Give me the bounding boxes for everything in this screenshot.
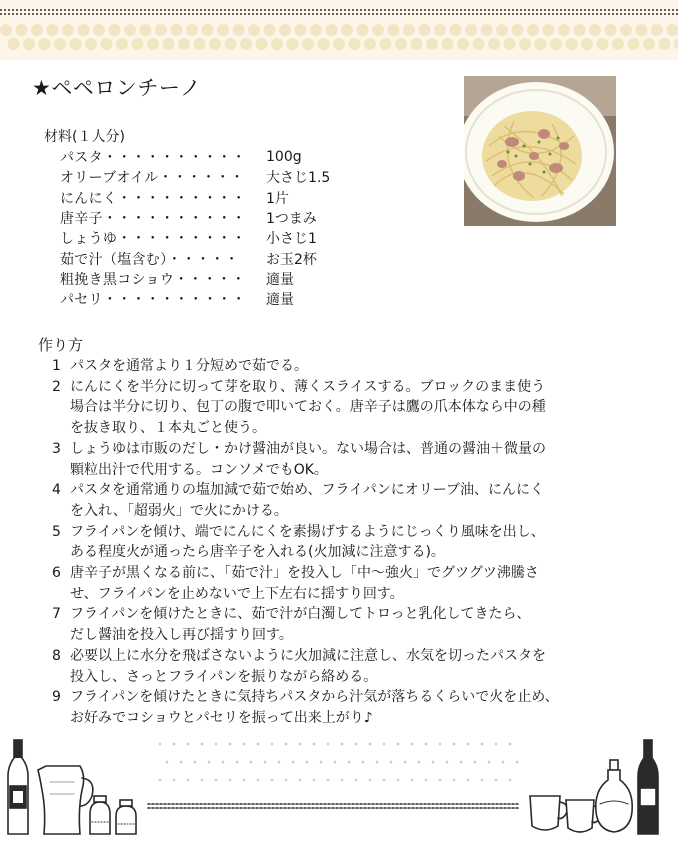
border-dot [233, 24, 245, 36]
wall-dot [257, 743, 260, 746]
border-dot [140, 24, 152, 36]
border-dot [217, 24, 229, 36]
border-dot [473, 38, 485, 50]
ingredient-qty: 適量 [266, 292, 294, 309]
wall-dot [173, 779, 176, 782]
border-dot [357, 24, 369, 36]
wine-bottle-icon [638, 740, 658, 834]
wall-dot [229, 743, 232, 746]
border-dot [566, 38, 578, 50]
border-dot [225, 38, 237, 50]
wine-bottle-icon [8, 740, 28, 834]
wall-dot [481, 779, 484, 782]
wall-dot [187, 743, 190, 746]
wall-dot [222, 761, 225, 764]
border-dot [605, 24, 617, 36]
wall-dot [509, 743, 512, 746]
border-dot [8, 38, 20, 50]
wall-dot [516, 761, 519, 764]
border-dot [659, 38, 671, 50]
wall-dot [362, 761, 365, 764]
wall-dot [439, 743, 442, 746]
border-dot [341, 24, 353, 36]
border-dot [574, 24, 586, 36]
pitcher-icon [38, 766, 93, 834]
kitchen-illustration [0, 730, 678, 842]
ingredient-row [60, 228, 330, 248]
border-dot [543, 24, 555, 36]
wall-dot [187, 779, 190, 782]
wall-dot [264, 761, 267, 764]
wall-dot [397, 779, 400, 782]
ingredient-name: 唐辛子・・・・・・・・・・ [60, 211, 246, 228]
ingredient-qty: 適量 [266, 271, 294, 288]
wall-dot [481, 743, 484, 746]
wall-dot [271, 743, 274, 746]
step-number: 2 [52, 378, 61, 395]
border-dot [419, 24, 431, 36]
border-dot [240, 38, 252, 50]
wall-dot [383, 779, 386, 782]
border-dot [426, 38, 438, 50]
wall-dot [327, 743, 330, 746]
wall-dot [446, 761, 449, 764]
border-dot [333, 38, 345, 50]
wall-dot [355, 743, 358, 746]
ingredient-name: 茹で汁（塩含む）・・・・・ [60, 251, 239, 268]
border-dot [364, 38, 376, 50]
top-decorative-border [0, 0, 678, 60]
border-dot [434, 24, 446, 36]
step-text: 必要以上に水分を飛ばさないように火加減に注意し、水気を切ったパスタを 投入し、さっとフライパンを振りながら絡める。 [70, 647, 546, 685]
ingredient-name: パスタ・・・・・・・・・・ [60, 150, 246, 167]
border-dot [186, 24, 198, 36]
wall-dot [327, 779, 330, 782]
border-dot [481, 24, 493, 36]
border-dot [512, 24, 524, 36]
wall-dot [495, 779, 498, 782]
border-dot [209, 38, 221, 50]
wall-dot [439, 779, 442, 782]
step-item [52, 563, 662, 604]
border-dot [93, 24, 105, 36]
border-dot [535, 38, 547, 50]
border-dot [54, 38, 66, 50]
border-dot [31, 24, 43, 36]
border-dot [279, 24, 291, 36]
wall-dot [348, 761, 351, 764]
ingredient-name: オリーブオイル・・・・・・ [60, 170, 245, 187]
ingredient-row [60, 248, 330, 268]
step-number: 8 [52, 647, 61, 664]
wall-dot [495, 743, 498, 746]
wall-dot [313, 779, 316, 782]
ingredients-list [60, 147, 330, 309]
step-number: 1 [52, 358, 61, 374]
step-text: しょうゆは市販のだし・かけ醤油が良い。ない場合は、普通の醤油＋微量の 顆粒出汁で代用する。コンソメでもOK。 [70, 440, 546, 478]
border-dot [78, 24, 90, 36]
ingredient-row [60, 289, 330, 309]
wall-dot [467, 779, 470, 782]
wall-dot [292, 761, 295, 764]
ingredient-name: 粗挽き黒コショウ・・・・・ [60, 271, 246, 288]
wall-dot [404, 761, 407, 764]
wall-dot [313, 743, 316, 746]
steps-heading: 作り方 [38, 336, 84, 354]
wall-dot [201, 743, 204, 746]
border-dot [0, 24, 12, 36]
border-dot [372, 24, 384, 36]
recipe-title: ★ペペロンチーノ [32, 76, 202, 100]
border-dot [504, 38, 516, 50]
wall-dot [376, 761, 379, 764]
border-dot [39, 38, 51, 50]
wall-dot [271, 779, 274, 782]
border-dot [287, 38, 299, 50]
border-dot [124, 24, 136, 36]
step-text: パスタを通常通りの塩加減で茹で始め、フライパンにオリーブ油、にんにく を入れ、「超弱火」で火にかける。 [70, 482, 545, 519]
border-dot [628, 38, 640, 50]
border-dot [326, 24, 338, 36]
wall-dot [488, 761, 491, 764]
ingredient-row [60, 167, 330, 187]
border-dot [597, 38, 609, 50]
step-text: フライパンを傾けたときに、茹で汁が白濁してトロっと乳化してきたら、 だし醤油を投入し再び揺すり回す。 [70, 606, 531, 644]
ingredient-qty: 大さじ1.5 [266, 170, 331, 187]
border-dot [527, 24, 539, 36]
border-dot [620, 24, 632, 36]
step-item [52, 687, 662, 728]
wall-dot [285, 779, 288, 782]
wall-dot [355, 779, 358, 782]
wall-dot [369, 743, 372, 746]
step-number: 6 [52, 565, 61, 582]
pasta-photo [464, 76, 616, 226]
border-dot [457, 38, 469, 50]
step-text: にんにくを半分に切って芽を取り、薄くスライスする。ブロックのまま使う 場合は半分に切り、包丁の腹で叩いておく。唐辛子は鷹の爪本体なら中の種 を抜き取り、１本丸ごと使う。 [70, 378, 546, 437]
cup-icon [530, 796, 601, 832]
border-dot [488, 38, 500, 50]
border-dot [349, 38, 361, 50]
border-dot [147, 38, 159, 50]
wall-dot [208, 761, 211, 764]
border-dot [651, 24, 663, 36]
wall-dot [411, 743, 414, 746]
wall-dot [334, 761, 337, 764]
wall-dot [453, 779, 456, 782]
border-dot [116, 38, 128, 50]
wall-dot [341, 743, 344, 746]
border-dot [519, 38, 531, 50]
ingredient-name: にんにく・・・・・・・・・ [60, 190, 246, 207]
border-dot [388, 24, 400, 36]
wall-dot [320, 761, 323, 764]
border-dot [589, 24, 601, 36]
wall-dot [397, 743, 400, 746]
wall-dot [215, 743, 218, 746]
step-text: フライパンを傾け、端でにんにくを素揚げするようにじっくり風味を出し、 ある程度火が通ったら唐辛子を入れる(火加減に注意する)。 [70, 523, 545, 561]
step-number: 9 [52, 689, 61, 706]
wall-dot [502, 761, 505, 764]
ingredient-qty: 100g [266, 149, 302, 166]
wall-dot [411, 779, 414, 782]
ingredient-row [60, 269, 330, 289]
border-dot [85, 38, 97, 50]
ingredient-name: パセリ・・・・・・・・・・ [60, 292, 246, 309]
wall-dot [474, 761, 477, 764]
step-text: パスタを通常より１分短めで茹でる。 [70, 358, 308, 374]
ingredient-qty: 小さじ1 [266, 231, 317, 248]
step-text: 唐辛子が黒くなる前に、「茹で汁」を投入し「中～強火」でグツグツ沸騰さ せ、フライパンを止めないで上下左右に揺すり回す。 [70, 565, 539, 602]
border-dot [47, 24, 59, 36]
border-dot [155, 24, 167, 36]
border-dot [163, 38, 175, 50]
border-dot [395, 38, 407, 50]
wall-dot [173, 743, 176, 746]
step-number: 5 [52, 523, 61, 540]
border-dot [62, 24, 74, 36]
wall-dot [460, 761, 463, 764]
ingredient-qty: 1片 [266, 190, 289, 207]
wall-dot [278, 761, 281, 764]
wall-dot [390, 761, 393, 764]
border-dot [643, 38, 655, 50]
wall-dot [236, 761, 239, 764]
wall-dot [369, 779, 372, 782]
ingredients-heading: 材料(１人分) [44, 129, 125, 145]
ingredient-row [60, 147, 330, 167]
border-dot [450, 24, 462, 36]
border-dot [101, 38, 113, 50]
wall-dot [159, 779, 162, 782]
step-item [52, 439, 662, 480]
wall-dot [425, 743, 428, 746]
ingredient-row [60, 208, 330, 228]
spice-jar-icon [90, 796, 136, 834]
ingredient-qty: 1つまみ [266, 211, 317, 228]
wall-dot [250, 761, 253, 764]
border-dot [271, 38, 283, 50]
wall-dot [418, 761, 421, 764]
steps-list [52, 356, 662, 729]
border-dot [109, 24, 121, 36]
border-dot [178, 38, 190, 50]
border-dot [248, 24, 260, 36]
step-item [52, 377, 662, 439]
step-item [52, 356, 662, 377]
wall-dot [257, 779, 260, 782]
step-item [52, 480, 662, 521]
border-dot [310, 24, 322, 36]
border-dot [23, 38, 35, 50]
border-dot [558, 24, 570, 36]
border-dot [70, 38, 82, 50]
wall-dot [229, 779, 232, 782]
ingredient-name: しょうゆ・・・・・・・・・ [60, 231, 246, 248]
border-dot [550, 38, 562, 50]
border-dot [465, 24, 477, 36]
wall-dot [341, 779, 344, 782]
border-dot [442, 38, 454, 50]
wall-dot [299, 779, 302, 782]
border-dot [318, 38, 330, 50]
step-item [52, 604, 662, 645]
wall-dot [509, 779, 512, 782]
wall-dot [299, 743, 302, 746]
ingredient-qty: お玉2杯 [266, 251, 317, 268]
border-dot [636, 24, 648, 36]
ingredient-row [60, 188, 330, 208]
border-dot [16, 24, 28, 36]
border-dot [132, 38, 144, 50]
border-dot [667, 24, 678, 36]
step-text: フライパンを傾けたときに気持ちパスタから汁気が落ちるくらいで火を止め、 お好みでコショウとパセリを振って出来上がり♪ [70, 689, 559, 726]
wall-dot [180, 761, 183, 764]
wall-dot [159, 743, 162, 746]
border-dot [612, 38, 624, 50]
step-number: 7 [52, 606, 61, 623]
wall-dot [243, 779, 246, 782]
wall-dot [194, 761, 197, 764]
border-dot [581, 38, 593, 50]
border-dot [171, 24, 183, 36]
wall-dot [425, 779, 428, 782]
wall-dot [201, 779, 204, 782]
border-dot [295, 24, 307, 36]
border-dot [411, 38, 423, 50]
border-dot [256, 38, 268, 50]
wall-dot [243, 743, 246, 746]
wall-dot [467, 743, 470, 746]
step-item [52, 522, 662, 563]
step-item [52, 646, 662, 687]
border-dot [403, 24, 415, 36]
border-dot [264, 24, 276, 36]
step-number: 4 [52, 482, 61, 499]
decanter-icon [596, 760, 633, 832]
border-dot [302, 38, 314, 50]
wall-dot [215, 779, 218, 782]
border-dot [380, 38, 392, 50]
wall-dot [432, 761, 435, 764]
wall-dot [383, 743, 386, 746]
wall-dot [453, 743, 456, 746]
wall-dot [285, 743, 288, 746]
wall-dot [166, 761, 169, 764]
border-dot [194, 38, 206, 50]
border-dot [202, 24, 214, 36]
border-dot [496, 24, 508, 36]
wall-dot [306, 761, 309, 764]
step-number: 3 [52, 440, 61, 457]
